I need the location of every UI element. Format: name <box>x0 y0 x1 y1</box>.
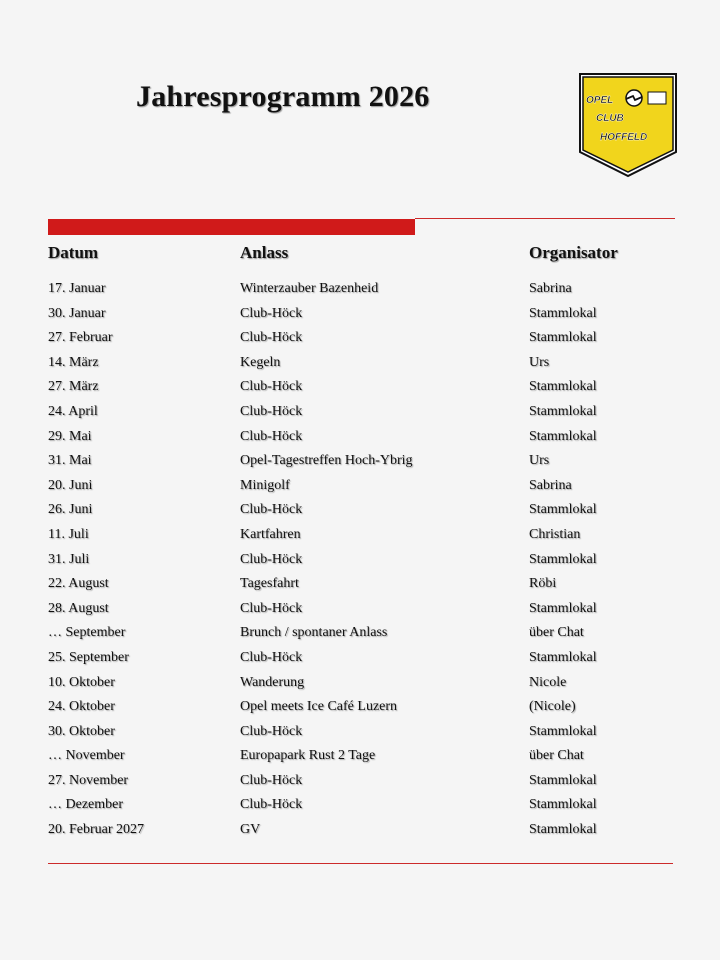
cell-datum: 22. August <box>48 576 109 592</box>
table-row <box>48 499 688 524</box>
table-row <box>48 647 688 672</box>
cell-anlass: Club-Höck <box>240 379 303 395</box>
cell-datum: 17. Januar <box>48 281 106 296</box>
cell-organisator: über Chat <box>529 748 584 764</box>
table-row <box>48 401 688 426</box>
cell-datum: 20. Februar 2027 <box>48 822 145 838</box>
cell-organisator: Stammlokal <box>529 379 597 395</box>
cell-organisator: Stammlokal <box>529 822 597 838</box>
cell-anlass: Club-Höck <box>240 723 303 739</box>
cell-anlass: Opel-Tagestreffen Hoch-Ybrig <box>240 453 413 469</box>
cell-anlass: Club-Höck <box>240 502 303 518</box>
cell-datum: … September <box>48 625 126 641</box>
cell-anlass: Club-Höck <box>240 428 303 444</box>
table-row <box>48 352 688 377</box>
table-row <box>48 770 688 795</box>
table-row <box>48 672 688 697</box>
page-title: Jahresprogramm 2026 <box>136 80 430 113</box>
cell-datum: 14. März <box>48 354 99 370</box>
cell-organisator: Stammlokal <box>529 330 597 346</box>
table-row <box>48 450 688 475</box>
cell-datum: … Dezember <box>48 797 124 813</box>
cell-anlass: Club-Höck <box>240 649 303 665</box>
cell-organisator: über Chat <box>529 625 584 641</box>
logo-line-2: CLUB <box>596 113 624 124</box>
cell-organisator: Stammlokal <box>529 428 597 444</box>
table-row <box>48 696 688 721</box>
cell-anlass: Opel meets Ice Café Luzern <box>240 699 398 715</box>
cell-organisator: Stammlokal <box>529 551 597 567</box>
cell-datum: 31. Mai <box>48 453 92 469</box>
table-row <box>48 573 688 598</box>
logo-line-3: HOFFELD <box>600 132 648 143</box>
cell-organisator: Stammlokal <box>529 649 597 665</box>
cell-anlass: Club-Höck <box>240 305 303 321</box>
cell-datum: 29. Mai <box>48 428 92 444</box>
cell-datum: 30. Oktober <box>48 723 115 739</box>
bottom-divider-line <box>48 863 673 864</box>
cell-organisator: Stammlokal <box>529 305 597 321</box>
cell-organisator: Stammlokal <box>529 502 597 518</box>
cell-organisator: Sabrina <box>529 477 572 493</box>
table-row <box>48 794 688 819</box>
cell-datum: 24. April <box>48 403 98 419</box>
table-row <box>48 524 688 549</box>
cell-datum: 10. Oktober <box>48 674 115 690</box>
cell-datum: 24. Oktober <box>48 699 115 715</box>
cell-datum: 31. Juli <box>48 551 90 567</box>
column-header-organisator: Organisator <box>529 243 618 262</box>
cell-anlass: Kartfahren <box>240 526 301 542</box>
cell-anlass: Europapark Rust 2 Tage <box>240 748 376 764</box>
table-row <box>48 376 688 401</box>
cell-datum: 27. Februar <box>48 330 113 346</box>
cell-organisator: Sabrina <box>529 281 572 296</box>
cell-anlass: Winterzauber Bazenheid <box>240 281 379 296</box>
cell-organisator: Christian <box>529 526 581 542</box>
cell-anlass: Minigolf <box>240 477 290 493</box>
cell-anlass: Club-Höck <box>240 772 303 788</box>
cell-anlass: Wanderung <box>240 674 305 690</box>
cell-organisator: Stammlokal <box>529 772 597 788</box>
cell-anlass: GV <box>240 822 261 838</box>
cell-organisator: Urs <box>529 354 550 370</box>
cell-datum: … November <box>48 748 125 764</box>
column-header-anlass: Anlass <box>240 243 289 262</box>
cell-datum: 27. November <box>48 772 129 788</box>
column-header-datum: Datum <box>48 243 99 262</box>
cell-organisator: Stammlokal <box>529 797 597 813</box>
table-header <box>48 243 688 267</box>
cell-anlass: Club-Höck <box>240 551 303 567</box>
table-row <box>48 598 688 623</box>
table-row <box>48 475 688 500</box>
table-row <box>48 278 688 303</box>
red-divider-bar <box>48 219 415 235</box>
event-table <box>48 278 688 844</box>
cell-organisator: Urs <box>529 453 550 469</box>
cell-anlass: Brunch / spontaner Anlass <box>240 625 388 641</box>
cell-datum: 30. Januar <box>48 305 106 321</box>
cell-datum: 27. März <box>48 379 99 395</box>
table-row <box>48 819 688 844</box>
cell-organisator: Röbi <box>529 576 557 592</box>
cell-datum: 28. August <box>48 600 109 616</box>
cell-anlass: Club-Höck <box>240 330 303 346</box>
opel-emblem-icon <box>626 90 642 106</box>
cell-anlass: Club-Höck <box>240 797 303 813</box>
cell-anlass: Club-Höck <box>240 600 303 616</box>
cell-anlass: Club-Höck <box>240 403 303 419</box>
table-row <box>48 622 688 647</box>
table-row <box>48 721 688 746</box>
cell-organisator: Stammlokal <box>529 723 597 739</box>
cell-organisator: Nicole <box>529 674 567 690</box>
club-logo <box>578 72 678 178</box>
cell-datum: 26. Juni <box>48 502 93 518</box>
table-row <box>48 426 688 451</box>
cell-datum: 11. Juli <box>48 526 89 542</box>
cell-organisator: (Nicole) <box>529 699 576 715</box>
cell-organisator: Stammlokal <box>529 403 597 419</box>
cell-datum: 20. Juni <box>48 477 93 493</box>
cell-datum: 25. September <box>48 649 129 665</box>
table-row <box>48 745 688 770</box>
cell-anlass: Kegeln <box>240 354 281 370</box>
cell-anlass: Tagesfahrt <box>240 576 299 592</box>
cell-organisator: Stammlokal <box>529 600 597 616</box>
table-row <box>48 303 688 328</box>
top-divider-line <box>415 218 675 219</box>
table-row <box>48 327 688 352</box>
table-row <box>48 549 688 574</box>
logo-line-1: OPEL <box>586 95 614 106</box>
